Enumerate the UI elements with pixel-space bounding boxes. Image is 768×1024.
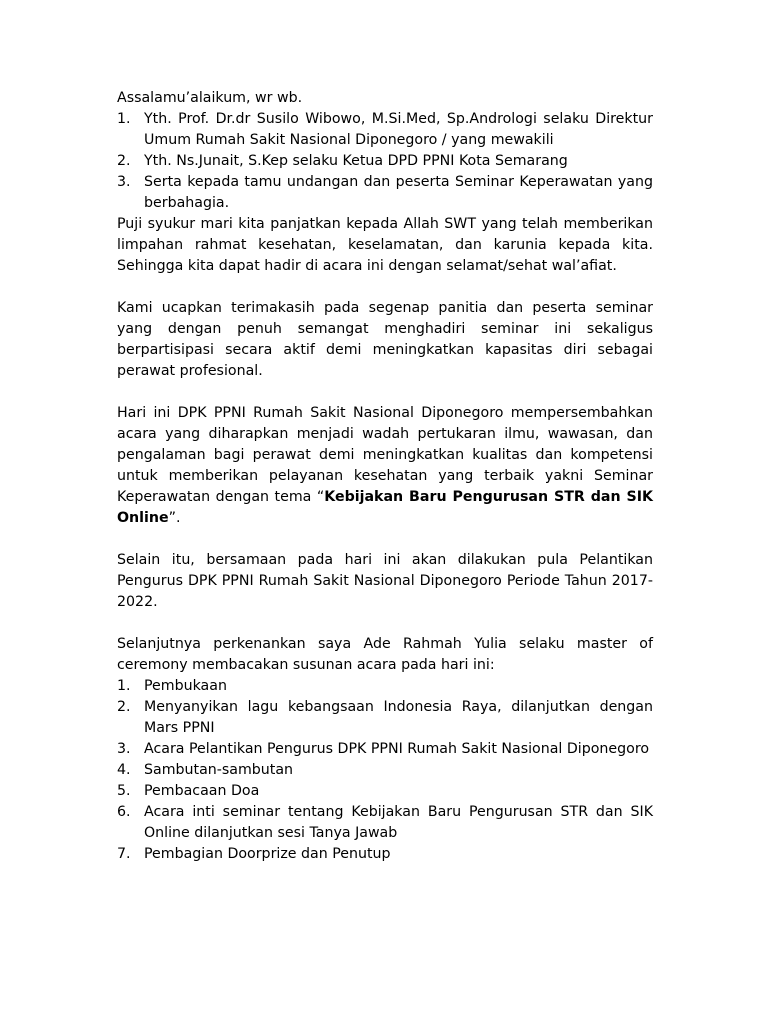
document-page <box>117 88 653 865</box>
list-number: 5. <box>117 783 131 799</box>
list-item <box>117 781 653 802</box>
list-item <box>117 739 653 760</box>
greeting: Assalamu’alaikum, wr wb. <box>117 90 303 106</box>
list-number: 2. <box>117 153 131 169</box>
event-intro-text: Hari ini DPK PPNI Rumah Sakit Nasional Diponegoro mempersembahkan acara yang diharapkan menjadi wadah pertukaran ilmu, wawasan, dan pengalaman bagi perawat demi meningkatkan kualitas dan kompetensi untuk memberikan pelayanan kesehatan yang terbaik yakni Seminar Keperawatan dengan tema “ <box>117 405 653 505</box>
list-item <box>117 109 653 151</box>
list-number: 3. <box>117 741 131 757</box>
list-text: Acara inti seminar tentang Kebijakan Baru Pengurusan STR dan SIK Online dilanjutkan sesi Tanya Jawab <box>144 804 653 841</box>
event-intro-tail: ”. <box>168 510 181 526</box>
list-number: 4. <box>117 762 131 778</box>
list-number: 2. <box>117 699 131 715</box>
paragraph-gratitude: Puji syukur mari kita panjatkan kepada Allah SWT yang telah memberikan limpahan rahmat kesehatan, keselamatan, dan karunia kepada kita. Sehingga kita dapat hadir di acara ini dengan selamat/sehat wal’afiat. <box>117 216 653 274</box>
addressee-list <box>117 109 653 214</box>
list-item <box>117 697 653 739</box>
list-item <box>117 151 653 172</box>
list-number: 6. <box>117 804 131 820</box>
list-item <box>117 172 653 214</box>
paragraph-event-intro <box>117 403 653 529</box>
list-text: Acara Pelantikan Pengurus DPK PPNI Rumah Sakit Nasional Diponegoro <box>144 741 650 757</box>
list-number: 3. <box>117 174 131 190</box>
paragraph-thanks: Kami ucapkan terimakasih pada segenap panitia dan peserta seminar yang dengan penuh semangat menghadiri seminar ini sekaligus berpartisipasi secara aktif demi meningkatkan kapasitas diri sebagai perawat profesional. <box>117 300 653 379</box>
list-text: Menyanyikan lagu kebangsaan Indonesia Raya, dilanjutkan dengan Mars PPNI <box>144 699 653 736</box>
list-text: Serta kepada tamu undangan dan peserta Seminar Keperawatan yang berbahagia. <box>144 174 653 211</box>
list-item <box>117 676 653 697</box>
list-item <box>117 802 653 844</box>
list-text: Yth. Prof. Dr.dr Susilo Wibowo, M.Si.Med, Sp.Andrologi selaku Direktur Umum Rumah Sakit Nasional Diponegoro / yang mewakili <box>144 111 653 148</box>
list-number: 1. <box>117 678 131 694</box>
seminar-theme: Kebijakan Baru Pengurusan STR dan SIK Online <box>117 489 653 526</box>
paragraph-agenda-intro: Selanjutnya perkenankan saya Ade Rahmah Yulia selaku master of ceremony membacakan susunan acara pada hari ini: <box>117 636 653 673</box>
list-number: 7. <box>117 846 131 862</box>
list-text: Sambutan-sambutan <box>144 762 294 778</box>
agenda-list <box>117 676 653 865</box>
list-text: Yth. Ns.Junait, S.Kep selaku Ketua DPD PPNI Kota Semarang <box>144 153 568 169</box>
paragraph-inauguration: Selain itu, bersamaan pada hari ini akan dilakukan pula Pelantikan Pengurus DPK PPNI Rumah Sakit Nasional Diponegoro Periode Tahun 2017-2022. <box>117 552 653 610</box>
list-text: Pembukaan <box>144 678 227 694</box>
list-number: 1. <box>117 111 131 127</box>
list-item <box>117 844 653 865</box>
list-text: Pembacaan Doa <box>144 783 260 799</box>
list-text: Pembagian Doorprize dan Penutup <box>144 846 391 862</box>
list-item <box>117 760 653 781</box>
